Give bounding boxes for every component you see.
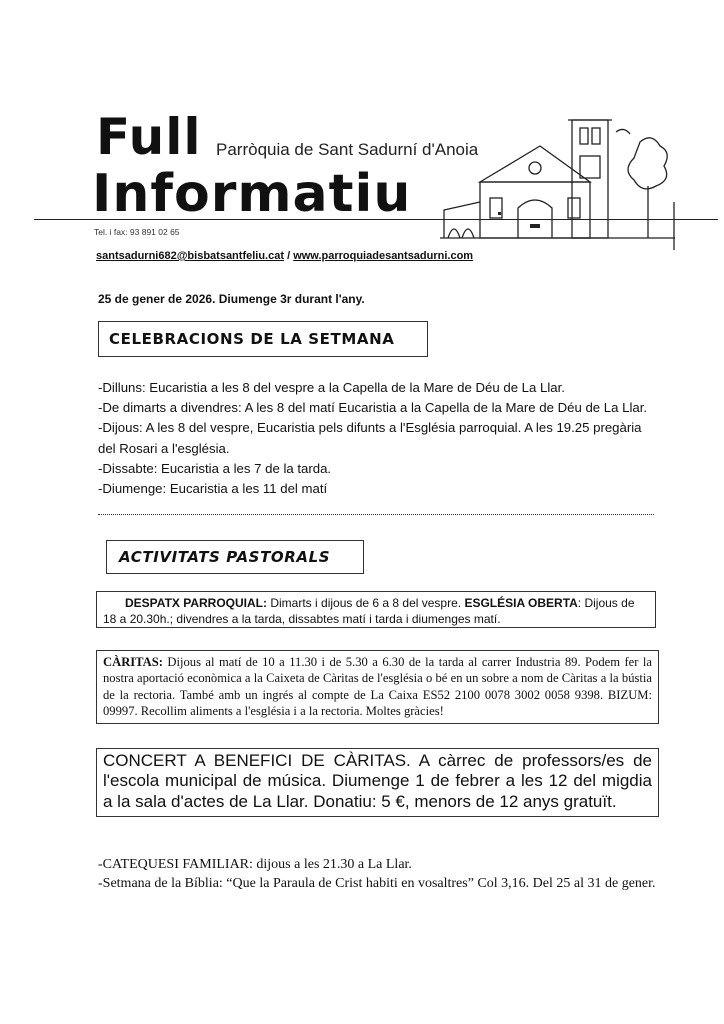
church-illustration-icon <box>440 112 680 252</box>
extra-notices <box>98 856 658 893</box>
caritas-box <box>96 650 659 724</box>
concert-text: CONCERT A BENEFICI DE CÀRITAS. A càrrec de professors/es de l'escola municipal de música. Diumenge 1 de febrer a les 12 del migdia a la sala d'actes de La Llar. Donatiu: 5 €, menors de 12 anys gratuït. <box>103 751 652 811</box>
despatx-box <box>96 591 656 628</box>
masthead-parish-name: Parròquia de Sant Sadurní d'Anoia <box>216 140 479 159</box>
notice-item: -CATEQUESI FAMILIAR: dijous a les 21.30 a La Llar. <box>98 857 412 872</box>
oberta-label: ESGLÉSIA OBERTA <box>464 596 578 610</box>
email-link[interactable]: santsadurni682@bisbatsantfeliu.cat <box>96 250 285 262</box>
notice-item: -Setmana de la Bíblia: “Que la Paraula de Crist habiti en vosaltres” Col 3,16. Del 25 al 31 de gener. <box>98 875 656 891</box>
caritas-text: Dijous al matí de 10 a 11.30 i de 5.30 a 6.30 de la tarda al carrer Industria 89. Podem fer la nostra aportació econòmica a la Caixeta de Càritas de l'església o bé en un sobre a nom de Càritas a la bústia de la rectoria. També amb un ingrés al compte de La Caixa ES52 2100 0078 3002 0058 9398. BIZUM: 09997. Recollim aliments a l'església i a la rectoria. Moltes gràcies! <box>103 655 652 719</box>
despatx-text: Dimarts i dijous de 6 a 8 del vespre. <box>267 596 465 610</box>
telephone-fax: Tel. i fax: 93 891 02 65 <box>94 227 180 237</box>
masthead-title-full: Full <box>96 108 202 166</box>
celebracions-heading-box <box>98 321 428 357</box>
activitats-heading: ACTIVITATS PASTORALS <box>119 548 331 566</box>
caritas-label: CÀRITAS: <box>103 655 163 669</box>
celebracio-item: -Dilluns: Eucaristia a les 8 del vespre a la Capella de la Mare de Déu de La Llar. <box>98 380 565 395</box>
dotted-separator <box>98 514 654 515</box>
concert-box <box>96 748 659 817</box>
activitats-heading-box <box>106 540 364 574</box>
date-line: 25 de gener de 2026. Diumenge 3r durant l'any. <box>98 292 365 306</box>
celebracio-item: -Dijous: A les 8 del vespre, Eucaristia pels difunts a l'Església parroquial. A les 19.25 pregària del Rosari a l'església. <box>98 420 642 456</box>
celebracions-list <box>98 378 658 499</box>
despatx-label: DESPATX PARROQUIAL: <box>125 596 268 610</box>
oberta-text: : Dijous de 18 a 20.30h.; divendres a la tarda, dissabtes matí i tarda i diumenges matí. <box>103 596 635 626</box>
contact-links <box>96 250 473 262</box>
celebracio-item: -Diumenge: Eucaristia a les 11 del matí <box>98 481 328 497</box>
link-separator: / <box>284 250 294 262</box>
celebracio-item: -De dimarts a divendres: A les 8 del matí Eucaristia a la Capella de la Mare de Déu de La Llar. <box>98 400 648 416</box>
celebracio-item: -Dissabte: Eucaristia a les 7 de la tarda. <box>98 460 332 476</box>
website-link[interactable]: www.parroquiadesantsadurni.com <box>293 250 474 262</box>
masthead-title-informatiu: Informatiu <box>92 164 412 224</box>
celebracions-heading: CELEBRACIONS DE LA SETMANA <box>109 330 395 348</box>
